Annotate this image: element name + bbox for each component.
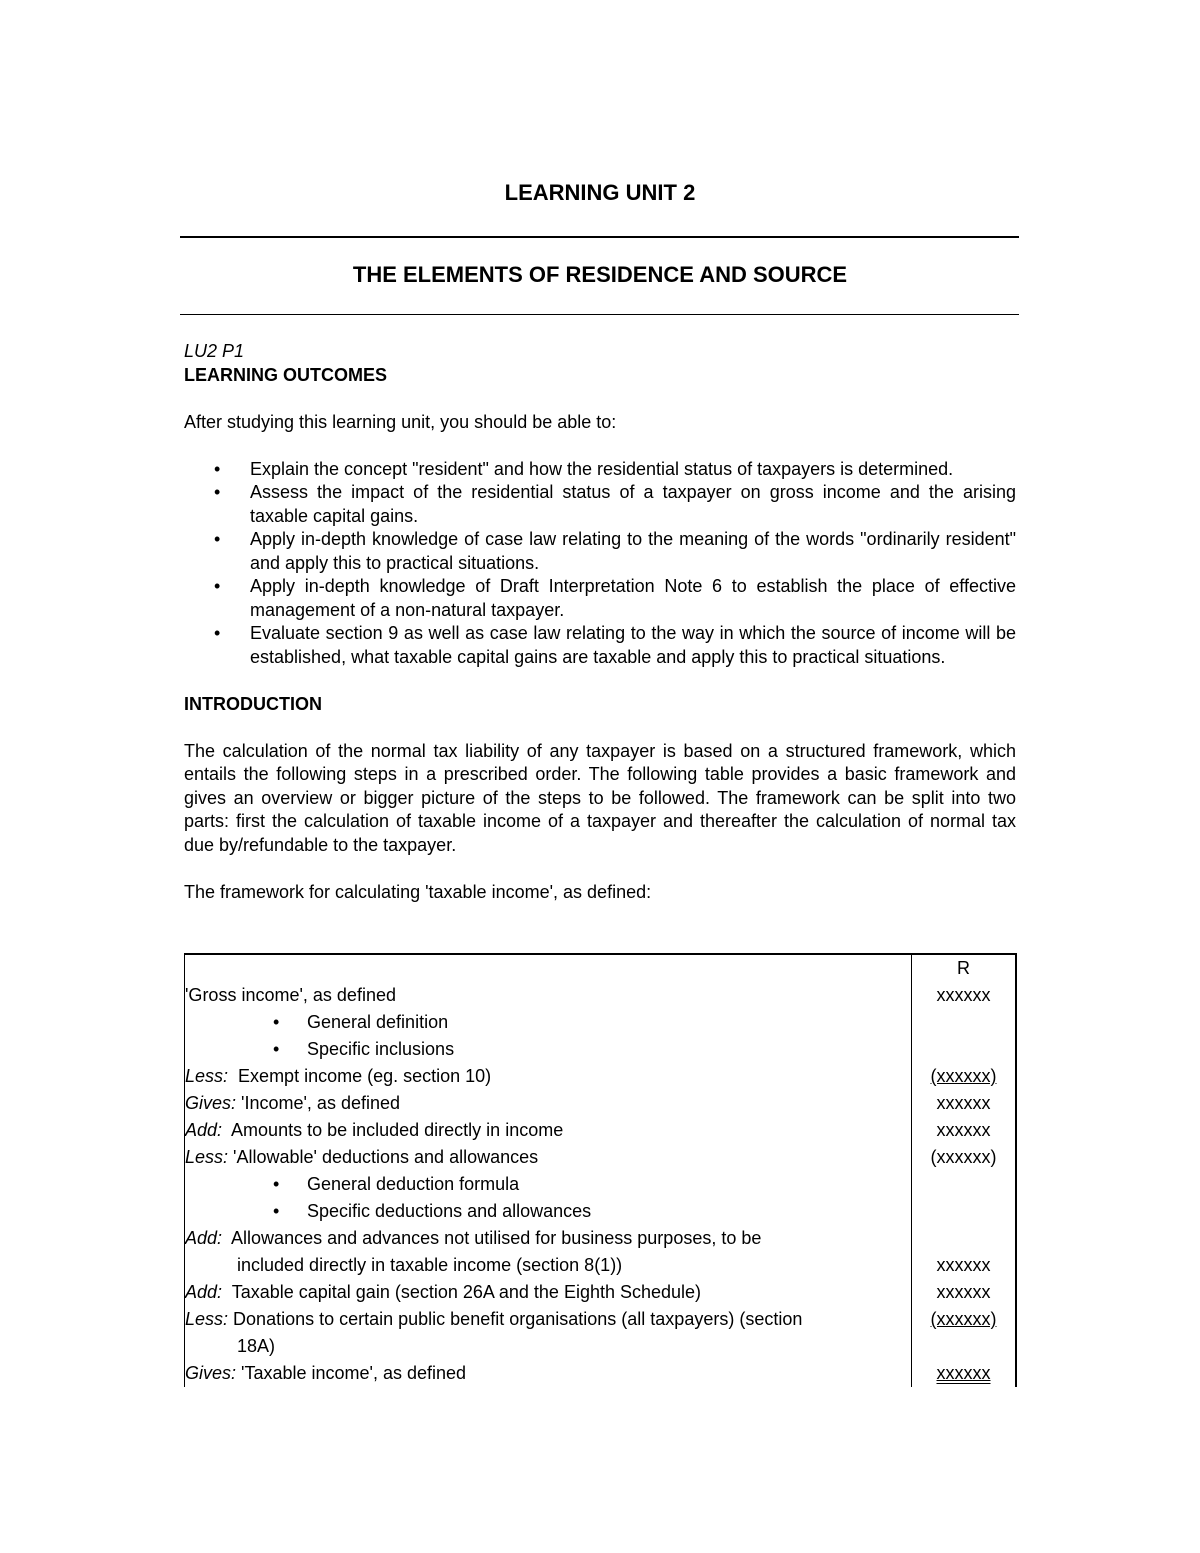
row-prefix: Less: [185, 1309, 229, 1329]
learning-unit-number: LEARNING UNIT 2 [504, 180, 696, 205]
row-amount: xxxxxx [936, 1282, 991, 1302]
framework-caption: The framework for calculating 'taxable income', as defined: [184, 881, 652, 902]
row-amount: xxxxxx [936, 985, 991, 1005]
learning-unit-code: LU2 P1 [184, 341, 245, 361]
row-prefix: Add: [185, 1120, 223, 1140]
currency-header: R [957, 958, 970, 978]
top-divider [180, 236, 1019, 238]
row-prefix: Gives: [185, 1093, 237, 1113]
row-text: 'Allowable' deductions and allowances [233, 1147, 539, 1167]
outcomes-lead: After studying this learning unit, you should be able to: [184, 411, 617, 432]
row-text: Exempt income (eg. section 10) [238, 1066, 492, 1086]
row-prefix: Gives: [185, 1363, 237, 1383]
list-item: • Apply in-depth knowledge of Draft Interpretation Note 6 to establish the place of effective management of a non-natural taxpayer. [184, 575, 1016, 622]
introduction-heading: INTRODUCTION [184, 693, 322, 714]
table-row [185, 1225, 1017, 1279]
table-row [185, 1009, 1017, 1036]
table-row [185, 1063, 1017, 1090]
row-bullet: Specific inclusions [307, 1039, 455, 1059]
table-row [185, 1279, 1017, 1306]
row-prefix: Less: [185, 1147, 229, 1167]
row-text: 'Taxable income', as defined [241, 1363, 467, 1383]
table-row [185, 954, 1017, 982]
row-text: Taxable capital gain (section 26A and the Eighth Schedule) [231, 1282, 702, 1302]
row-text: 'Gross income', as defined [185, 982, 912, 1009]
row-continuation: included directly in taxable income (section 8(1)) [237, 1255, 623, 1275]
introduction-paragraph: The calculation of the normal tax liability of any taxpayer is based on a structured framework, which entails the following steps in a prescribed order. The following table provides a basic framework and gives an overview or bigger picture of the steps to be followed. The framework can be split into two parts: first the calculation of taxable income of a taxpayer and thereafter the calculation of normal tax due by/refundable to the taxpayer. [184, 740, 1016, 855]
row-amount: (xxxxxx) [930, 1309, 997, 1329]
row-prefix: Less: [185, 1066, 229, 1086]
row-amount: (xxxxxx) [930, 1147, 997, 1167]
row-amount: (xxxxxx) [930, 1066, 997, 1086]
bottom-divider [180, 314, 1019, 315]
table-row [185, 1117, 1017, 1144]
list-item: • Evaluate section 9 as well as case law relating to the way in which the source of income will be established, what taxable capital gains are taxable and apply this to practical situations. [184, 622, 1016, 669]
list-item: • Apply in-depth knowledge of case law relating to the meaning of the words "ordinarily resident" and apply this to practical situations. [184, 528, 1016, 575]
outcomes-heading: LEARNING OUTCOMES [184, 364, 388, 385]
row-prefix: Add: [185, 1228, 223, 1248]
list-item: • Assess the impact of the residential status of a taxpayer on gross income and the arising taxable capital gains. [184, 481, 1016, 528]
table-row [185, 1198, 1017, 1225]
row-text: Amounts to be included directly in income [231, 1120, 564, 1140]
row-amount: xxxxxx [936, 1093, 991, 1113]
row-amount: xxxxxx [936, 1120, 991, 1140]
row-text: 'Income', as defined [241, 1093, 400, 1113]
row-text: Donations to certain public benefit organisations (all taxpayers) (section [233, 1309, 803, 1329]
row-text: Allowances and advances not utilised for business purposes, to be [231, 1228, 762, 1248]
table-row [185, 1171, 1017, 1198]
table-row [185, 1144, 1017, 1171]
table-row [185, 1306, 1017, 1360]
document-body [184, 340, 1016, 904]
page-title: THE ELEMENTS OF RESIDENCE AND SOURCE [352, 262, 848, 287]
table-row [185, 1036, 1017, 1063]
row-bullet: General definition [307, 1012, 449, 1032]
row-bullet: Specific deductions and allowances [307, 1201, 592, 1221]
row-bullet: General deduction formula [307, 1174, 520, 1194]
table-row [185, 1090, 1017, 1117]
table-row [185, 1360, 1017, 1387]
outcomes-list [184, 458, 1016, 670]
row-amount: xxxxxx [936, 1255, 991, 1275]
list-item: • Explain the concept "resident" and how the residential status of taxpayers is determined. [184, 458, 1016, 482]
table-row [185, 982, 1017, 1009]
row-amount: xxxxxx [936, 1363, 991, 1383]
taxable-income-framework-table [184, 953, 1017, 1387]
row-prefix: Add: [185, 1282, 223, 1302]
row-continuation: 18A) [237, 1336, 276, 1356]
